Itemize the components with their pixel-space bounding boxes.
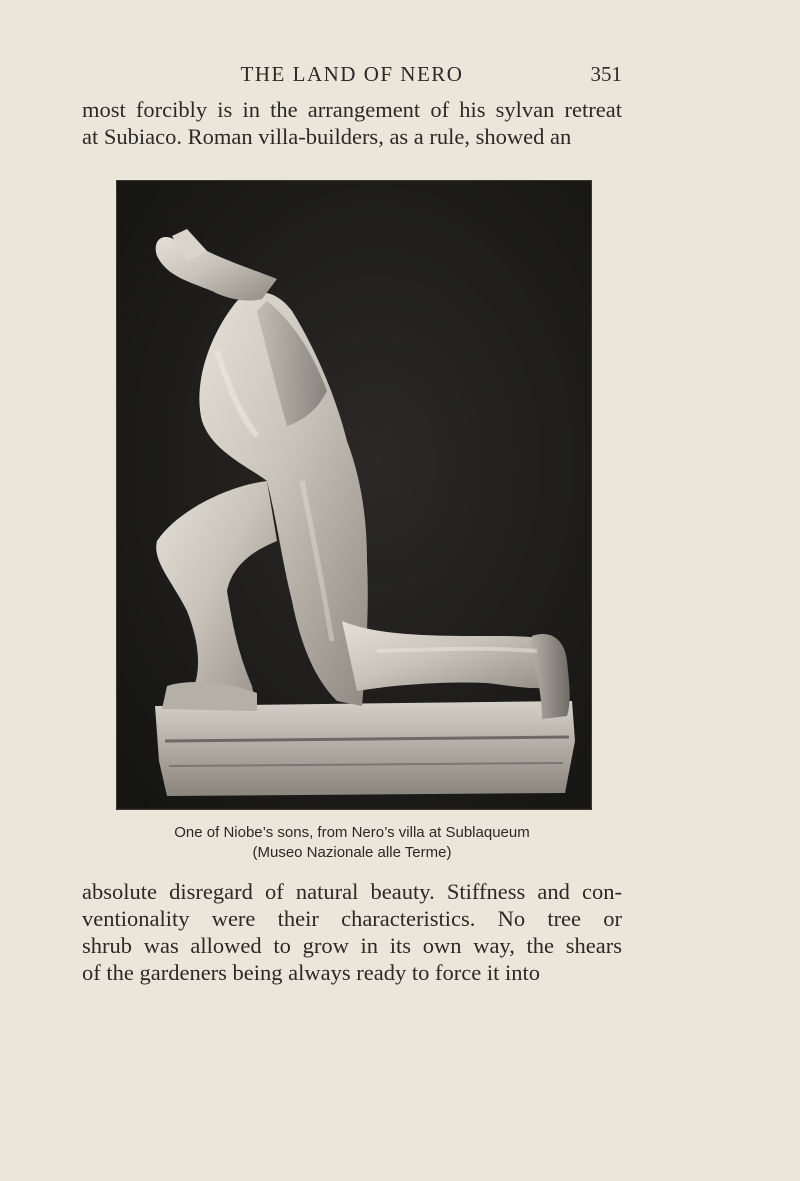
paragraph-top bbox=[82, 96, 622, 150]
text-line: ventionality were their characteristics. No tree or bbox=[82, 906, 622, 931]
text-line: shrub was allowed to grow in its own way, the shears bbox=[82, 933, 622, 958]
running-head bbox=[82, 62, 622, 90]
text-line: most forcibly is in the arrangement of his sylvan retreat bbox=[82, 97, 622, 122]
text-line: of the gardeners being always ready to force it into bbox=[82, 960, 540, 985]
kneeling-statue-illustration bbox=[117, 181, 590, 808]
page-number: 351 bbox=[590, 62, 622, 86]
text-line: absolute disregard of natural beauty. Stiffness and con- bbox=[82, 879, 622, 904]
figure-caption: One of Niobe’s sons, from Nero’s villa at Sublaqueum bbox=[174, 824, 530, 841]
figure-caption-location: (Museo Nazionale alle Terme) bbox=[252, 844, 452, 861]
text-line: at Subiaco. Roman villa-builders, as a rule, showed an bbox=[82, 124, 572, 149]
running-title: THE LAND OF NERO bbox=[240, 62, 464, 86]
sculpture-photograph bbox=[116, 180, 592, 810]
paragraph-bottom bbox=[82, 878, 622, 986]
